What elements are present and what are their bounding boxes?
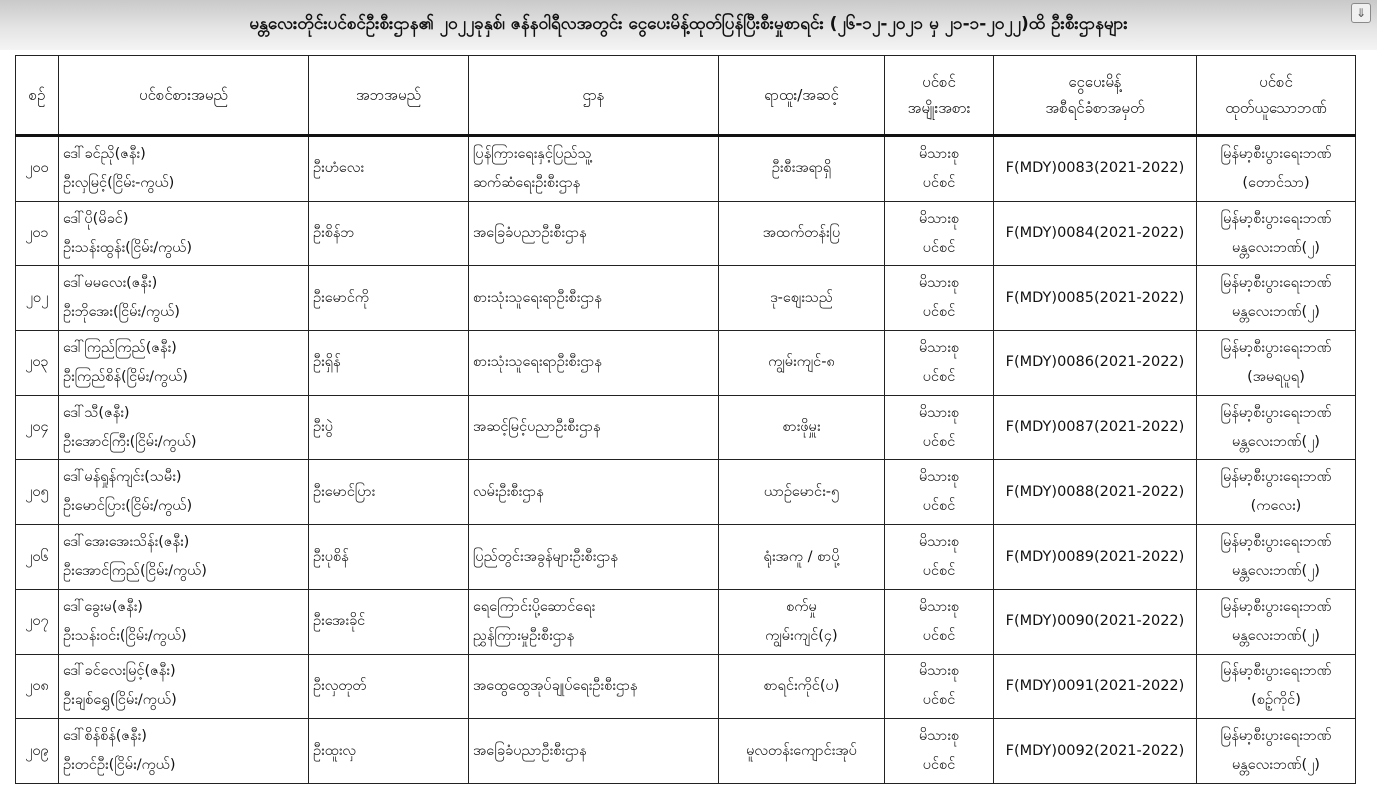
header-bank [1197,56,1356,136]
cell-father-name: ဦးစိန်ဘ [309,201,469,266]
cell-text: မြန်မာ့စီးပွားရေးဘဏ် [1220,469,1332,486]
cell-pensioner-name [59,395,309,460]
title-bar [0,0,1377,50]
cell-position [719,266,885,331]
cell-no: ၂၀၄ [16,395,59,460]
cell-pension-type [885,525,994,590]
header-report [994,56,1197,136]
header-text: ဌာန [582,86,605,104]
cell-text: မြန်မာ့စီးပွားရေးဘဏ် [1220,534,1332,550]
cell-father-name: ဦးမောင်ကို [309,266,469,331]
cell-father-name: ဦးအေးခိုင် [309,589,469,654]
cell-no: ၂၀၉ [16,719,59,784]
cell-text: မူလတန်းကျောင်းအုပ် [746,742,857,759]
cell-text: ဦးသန်းဝင်း(ငြိမ်း/ကွယ်) [63,627,187,644]
cell-no: ၂၀၆ [16,525,59,590]
header-text: ရာထူး/အဆင့် [764,86,839,104]
table-row [16,331,1356,396]
cell-text: ဒု-စျေးသည် [770,289,833,306]
cell-report-no: F(MDY)0083(2021-2022) [994,136,1197,202]
cell-text: စားဖိုမှူး [782,419,821,436]
cell-text: ပင်စင် [922,304,956,321]
header-text: စဉ် [28,86,46,104]
cell-no: ၂၀၇ [16,589,59,654]
cell-pension-type [885,136,994,202]
cell-bank [1197,654,1356,719]
cell-position [719,331,885,396]
cell-department [469,331,719,396]
cell-father-name: ဦးမောင်ပြား [309,460,469,525]
cell-pension-type [885,589,994,654]
cell-no: ၂၀၂ [16,266,59,331]
cell-text: မြန်မာ့စီးပွားရေးဘဏ် [1220,339,1332,356]
cell-text: ပင်စင် [922,692,956,709]
cell-pension-type [885,460,994,525]
table-body [16,136,1356,784]
cell-position [719,719,885,784]
cell-text: မန္တလေးဘဏ်(၂) [1232,757,1320,774]
cell-text: (စဥ့်ကိုင်) [1251,692,1301,709]
cell-no: ၂၀၁ [16,201,59,266]
cell-text: မိသားစု [918,598,960,615]
cell-report-no: F(MDY)0084(2021-2022) [994,201,1197,266]
header-row [16,56,1356,136]
header-text: ပင်စင် [922,73,956,91]
cell-father-name: ဦးထူးလှ [309,719,469,784]
cell-text: (အမရပူရ) [1247,368,1305,385]
table-row [16,525,1356,590]
cell-father-name: ဦးလှတုတ် [309,654,469,719]
cell-position [719,589,885,654]
cell-text: အခြေခံပညာဦးစီးဌာန [473,225,587,242]
cell-text: ဒေါ်ကြည်ကြည်(ဇနီး) [63,339,177,356]
cell-text: ဆက်ဆံရေးဦးစီးဌာန [473,174,581,191]
header-name [59,56,309,136]
cell-text: ဦးလှမြင့်(ငြိမ်း-ကွယ်) [63,174,175,191]
cell-report-no: F(MDY)0087(2021-2022) [994,395,1197,460]
cell-text: မြန်မာ့စီးပွားရေးဘဏ် [1220,210,1332,227]
header-position [719,56,885,136]
cell-text: လမ်းဦးစီးဌာန [473,483,544,500]
cell-department [469,460,719,525]
cell-text: ဒေါ်သီ(ဇနီး) [63,404,130,421]
cell-text: ဒေါ်စိန်စိန်(ဇနီး) [63,728,147,745]
header-dept [469,56,719,136]
cell-text: အခြေခံပညာဦးစီးဌာန [473,742,587,759]
cell-text: ဦးအောင်ကြီး(ငြိမ်း/ကွယ်) [63,433,197,450]
cell-text: ဒေါ်ခင်ညို(ဇနီး) [63,145,146,162]
cell-text: (တောင်သာ) [1242,174,1310,191]
table-row [16,266,1356,331]
cell-text: မိသားစု [918,210,960,227]
cell-text: မိသားစု [918,728,960,745]
cell-text: မြန်မာ့စီးပွားရေးဘဏ် [1220,598,1332,615]
cell-text: မြန်မာ့စီးပွားရေးဘဏ် [1220,275,1332,292]
cell-text: ပင်စင် [922,563,956,579]
cell-no: ၂၀၈ [16,654,59,719]
cell-text: ရုံးအကူ / စာပို့ [763,548,840,565]
cell-text: စားသုံးသူရေးရာဦးစီးဌာန [473,289,602,306]
cell-text: ဒေါ်ခင်လေးမြင့်(ဇနီး) [63,663,176,680]
cell-report-no: F(MDY)0089(2021-2022) [994,525,1197,590]
cell-bank [1197,525,1356,590]
cell-department [469,525,719,590]
cell-text: ပင်စင် [922,368,956,385]
cell-department [469,266,719,331]
cell-text: မိသားစု [918,404,960,421]
cell-text: မိသားစု [918,339,960,356]
cell-report-no: F(MDY)0091(2021-2022) [994,654,1197,719]
cell-text: ပြည်တွင်းအခွန်များဦးစီးဌာန [473,548,618,565]
cell-bank [1197,331,1356,396]
cell-report-no: F(MDY)0090(2021-2022) [994,589,1197,654]
cell-department [469,201,719,266]
table-row [16,201,1356,266]
cell-position [719,654,885,719]
cell-text: မန္တလေးဘဏ်(၂) [1232,627,1320,644]
cell-bank [1197,589,1356,654]
cell-position [719,525,885,590]
cell-text: အထွေထွေအုပ်ချုပ်ရေးဦးစီးဌာန [473,677,638,694]
cell-text: ဒေါ်အေးအေးသိန်း(ဇနီး) [63,534,190,550]
cell-text: မိသားစု [918,469,960,486]
cell-pensioner-name [59,331,309,396]
cell-bank [1197,719,1356,784]
cell-department [469,136,719,202]
table-row [16,136,1356,202]
cell-bank [1197,266,1356,331]
cell-text: မြန်မာ့စီးပွားရေးဘဏ် [1220,663,1332,680]
cell-pension-type [885,201,994,266]
cell-text: ပြန်ကြားရေးနှင့်ပြည်သူ့ [473,145,592,162]
cell-text: မိသားစု [918,145,960,162]
cell-text: ဦးကြည်စိန်(ငြိမ်း/ကွယ်) [63,368,188,385]
cell-father-name: ဦးရှိန် [309,331,469,396]
cell-text: စက်မှု [786,598,817,615]
cell-text: ဒေါ်ပို(မိခင်) [63,210,129,227]
cell-text: ပင်စင် [922,627,956,644]
cell-bank [1197,136,1356,202]
cell-position [719,136,885,202]
cell-text: အထက်တန်းပြ [762,225,841,242]
cell-department [469,654,719,719]
cell-father-name: ဦးပွဲ [309,395,469,460]
cell-text: ပင်စင် [922,239,956,256]
cell-text: ပင်စင် [922,174,956,191]
cell-text: ပင်စင် [922,433,956,450]
cell-department [469,719,719,784]
table-row [16,719,1356,784]
cell-pension-type [885,395,994,460]
cell-text: ဦးမောင်ပြား(ငြိမ်း/ကွယ်) [63,498,193,515]
cell-pension-type [885,719,994,784]
cell-text: ကျွမ်းကျင်-၈ [768,354,835,371]
table-row [16,654,1356,719]
header-text: ပင်စင်စားအမည် [139,86,228,104]
cell-text: ဦးအောင်ကြည်(ငြိမ်း/ကွယ်) [63,563,207,579]
header-no [16,56,59,136]
cell-text: ညွှန်ကြားမှုဦးစီးဌာန [473,627,575,644]
cell-pension-type [885,266,994,331]
header-text: ထုတ်ယူသောဘဏ် [1225,99,1327,117]
cell-bank [1197,395,1356,460]
cell-report-no: F(MDY)0092(2021-2022) [994,719,1197,784]
cell-bank [1197,460,1356,525]
cell-pension-type [885,331,994,396]
table-row [16,589,1356,654]
cell-department [469,589,719,654]
cell-text: (ကလေး) [1250,498,1302,515]
cell-report-no: F(MDY)0088(2021-2022) [994,460,1197,525]
cell-report-no: F(MDY)0086(2021-2022) [994,331,1197,396]
table-row [16,395,1356,460]
cell-pensioner-name [59,654,309,719]
cell-pensioner-name [59,201,309,266]
cell-text: စားသုံးသူရေးရာဦးစီးဌာန [473,354,602,371]
cell-text: ရေကြောင်းပို့ဆောင်ရေး [473,598,596,615]
cell-text: ဒေါ်မန်ရှုန်ကျင်း(သမီး) [63,469,182,486]
cell-no: ၂၀၀ [16,136,59,202]
cell-no: ၂၀၅ [16,460,59,525]
cell-pension-type [885,654,994,719]
cell-pensioner-name [59,589,309,654]
cell-text: မိသားစု [918,534,960,550]
cell-text: ပင်စင် [922,498,956,515]
header-text: အစီရင်ခံစာအမှတ် [1045,99,1145,117]
cell-text: ကျွမ်းကျင်(၄) [765,627,838,644]
cell-department [469,395,719,460]
cell-text: မြန်မာ့စီးပွားရေးဘဏ် [1220,728,1332,745]
cell-pensioner-name [59,136,309,202]
header-type [885,56,994,136]
table-header [16,56,1356,136]
cell-father-name: ဦးပုစိန် [309,525,469,590]
cell-father-name: ဦးဟံလေး [309,136,469,202]
cell-pensioner-name [59,719,309,784]
cell-text: မန္တလေးဘဏ်(၂) [1232,563,1320,579]
cell-report-no: F(MDY)0085(2021-2022) [994,266,1197,331]
cell-text: မြန်မာ့စီးပွားရေးဘဏ် [1220,404,1332,421]
download-icon[interactable]: ⇓ [1351,3,1371,23]
cell-text: မိသားစု [918,663,960,680]
header-text: အမျိုးအစား [907,99,971,117]
cell-position [719,395,885,460]
header-text: ပင်စင် [1259,73,1293,91]
cell-text: ယာဉ်မောင်း-၅ [763,483,840,500]
cell-text: ဦးချစ်ရွှေ(ငြိမ်း/ကွယ်) [63,692,177,709]
cell-text: စာရင်းကိုင်(ပ) [763,677,840,694]
cell-text: အဆင့်မြင့်ပညာဦးစီးဌာန [473,419,601,436]
cell-text: ဒေါ်ခွေးမ(ဇနီး) [63,598,143,615]
cell-text: ဦးသန်းထွန်း(ငြိမ်း/ကွယ်) [63,239,193,256]
header-text: ငွေပေးမိန့် [1068,73,1122,91]
header-father [309,56,469,136]
cell-text: မြန်မာ့စီးပွားရေးဘဏ် [1220,145,1332,162]
cell-bank [1197,201,1356,266]
cell-text: ပင်စင် [922,757,956,774]
cell-pensioner-name [59,525,309,590]
cell-text: ဦးဘိုအေး(ငြိမ်း/ကွယ်) [63,304,180,321]
cell-text: ဒေါ်မမလေး(ဇနီး) [63,275,158,292]
pension-table [15,55,1356,784]
cell-no: ၂၀၃ [16,331,59,396]
cell-pensioner-name [59,460,309,525]
cell-text: မိသားစု [918,275,960,292]
page-title: မန္တလေးတိုင်းပင်စင်ဦးစီးဌာန၏ ၂၀၂၂ခုနှစ်၊ ဇန်နဝါရီလအတွင်း ငွေပေးမိန့်ထုတ်ပြန်ပြီးစီးမှုစာရင်း (၂၆-၁၂-၂၀၂၁ မှ ၂၁-၁-၂၀၂၂)ထိ ဦးစီးဌာနများ [249,14,1128,34]
header-text: အဘအမည် [355,86,422,104]
cell-text: မန္တလေးဘဏ်(၂) [1232,239,1320,256]
cell-text: မန္တလေးဘဏ်(၂) [1232,304,1320,321]
cell-text: မန္တလေးဘဏ်(၂) [1232,433,1320,450]
table-row [16,460,1356,525]
cell-position [719,460,885,525]
cell-pensioner-name [59,266,309,331]
cell-position [719,201,885,266]
cell-text: ဦးတင်ဦး(ငြိမ်း/ကွယ်) [63,757,176,774]
cell-text: ဦးစီးအရာရှိ [771,160,832,177]
